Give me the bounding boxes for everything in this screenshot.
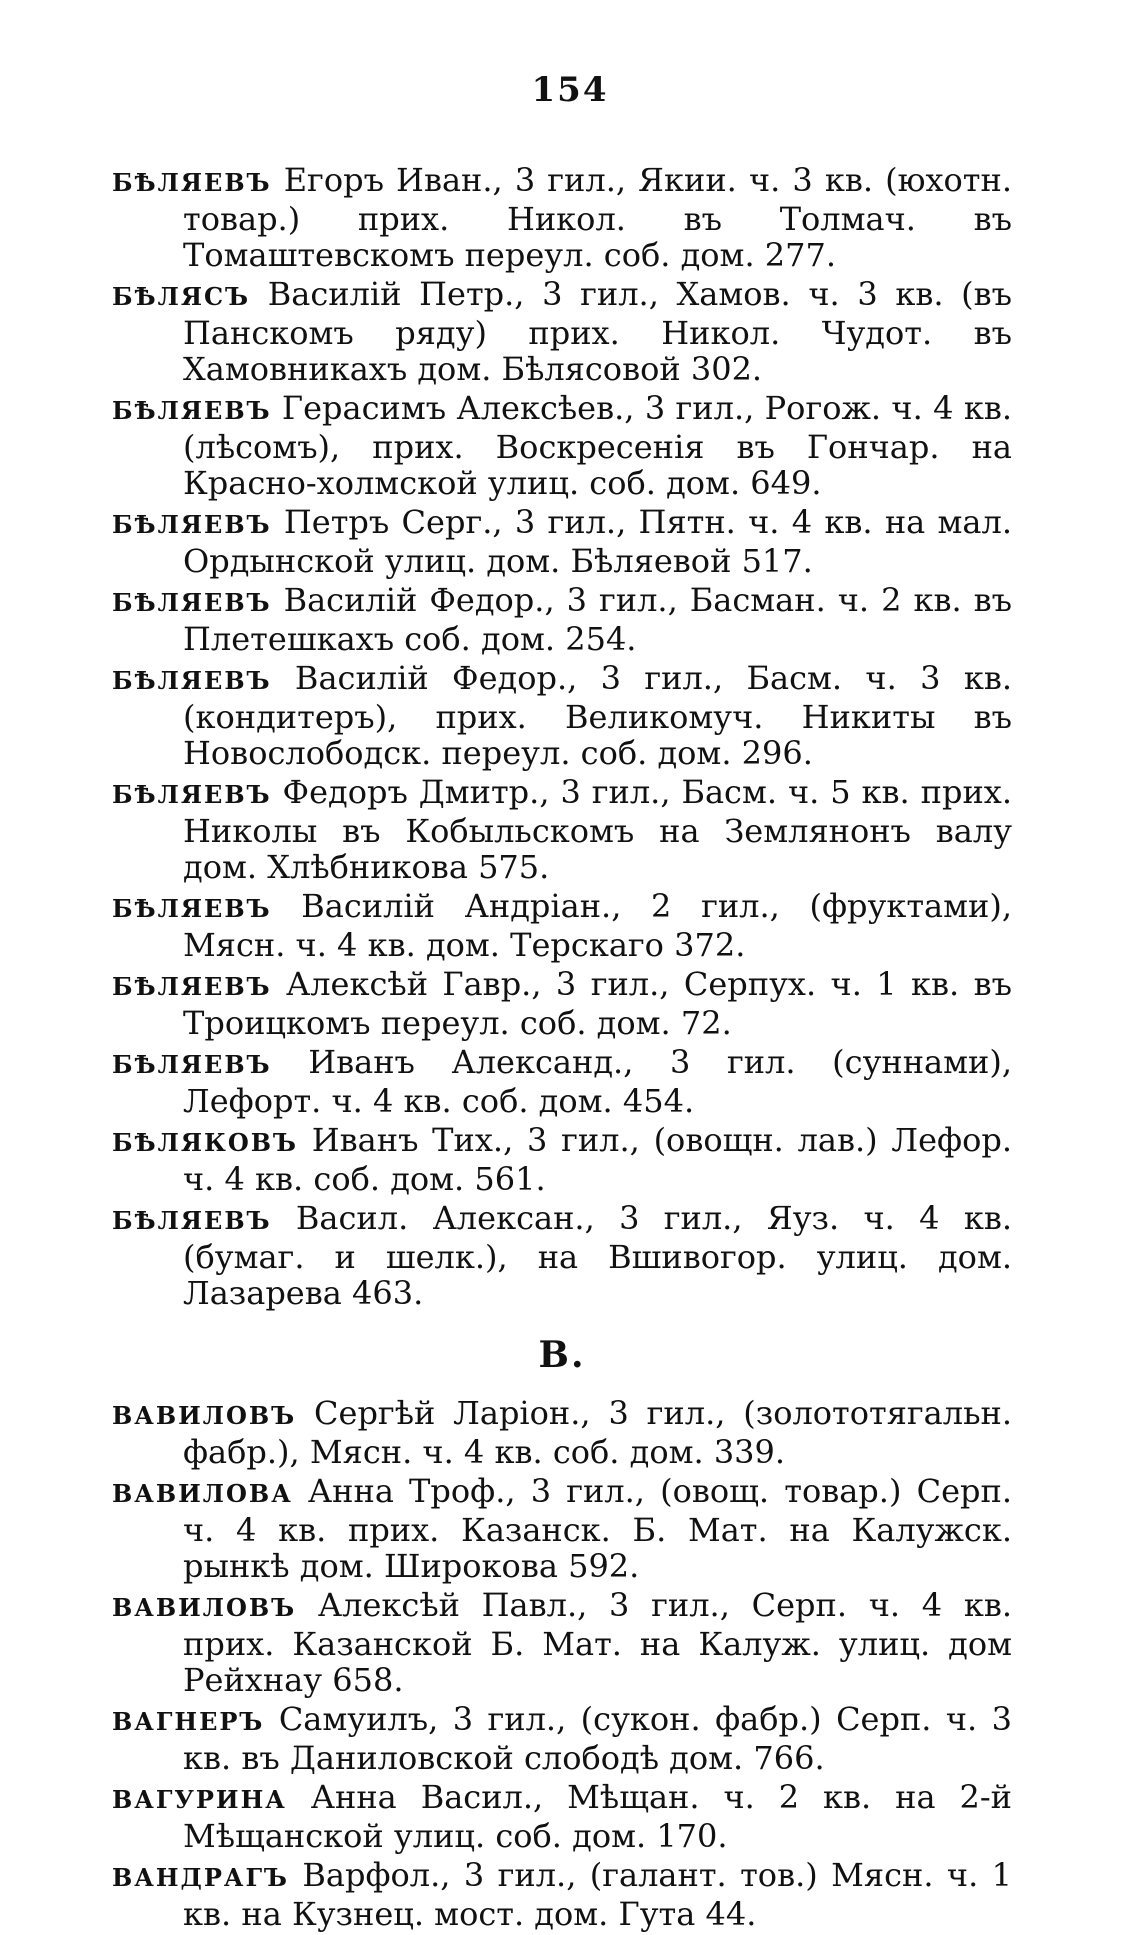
entry-text: Егоръ Иван., 3 гил., Якии. ч. 3 кв. (юхотн. товар.) прих. Никол. въ Толмач. въ Томаштевскомъ переул. соб. дом. 277. <box>183 161 1013 274</box>
entry-surname: ВАВИЛОВЪ <box>112 1593 297 1622</box>
directory-entry <box>112 162 1012 273</box>
section-v-entries <box>112 1395 1012 1932</box>
directory-entry <box>112 582 1012 657</box>
entry-text: Герасимъ Алексѣев., 3 гил., Рогож. ч. 4 кв. (лѣсомъ), прих. Воскресенія въ Гончар. на Красно-холмской улиц. соб. дом. 649. <box>183 389 1013 502</box>
section-b-entries <box>112 162 1012 1311</box>
entry-text: Федоръ Дмитр., 3 гил., Басм. ч. 5 кв. прих. Николы въ Кобыльскомъ на Землянонъ валу дом. Хлѣбникова 575. <box>183 773 1013 886</box>
entry-surname: БѢЛЯЕВЪ <box>112 666 272 695</box>
entry-text: Васил. Алексан., 3 гил., Яуз. ч. 4 кв. (бумаг. и шелк.), на Вшивогор. улиц. дом. Лазарева 463. <box>183 1199 1012 1312</box>
entry-surname: БѢЛЯЕВЪ <box>112 780 272 809</box>
entry-text: Иванъ Тих., 3 гил., (овощн. лав.) Лефор. ч. 4 кв. соб. дом. 561. <box>183 1121 1012 1198</box>
entry-surname: БѢЛЯЕВЪ <box>112 168 272 197</box>
entry-text: Анна Васил., Мѣщан. ч. 2 кв. на 2-й Мѣщанской улиц. соб. дом. 170. <box>183 1778 1013 1855</box>
entry-surname: ВАГУРИНА <box>112 1785 287 1814</box>
directory-entry <box>112 504 1012 579</box>
entry-surname: БѢЛЯЕВЪ <box>112 972 272 1001</box>
entry-surname: БѢЛЯЕВЪ <box>112 396 272 425</box>
entry-surname: БѢЛЯСЪ <box>112 282 251 311</box>
directory-entry <box>112 966 1012 1041</box>
directory-entry <box>112 1395 1012 1470</box>
directory-entry <box>112 1044 1012 1119</box>
page-number: 154 <box>531 70 609 110</box>
entry-surname: БѢЛЯЕВЪ <box>112 1206 272 1235</box>
entry-surname: ВАГНЕРЪ <box>112 1707 265 1736</box>
entry-surname: ВАНДРАГЪ <box>112 1863 289 1892</box>
entry-surname: БѢЛЯЕВЪ <box>112 510 272 539</box>
directory-entry <box>112 774 1012 885</box>
entry-text: Василій Андріан., 2 гил., (фруктами), Мясн. ч. 4 кв. дом. Терскаго 372. <box>183 887 1013 964</box>
entry-text: Василій Федор., 3 гил., Басман. ч. 2 кв. въ Плетешкахъ соб. дом. 254. <box>183 581 1013 658</box>
directory-entry <box>112 888 1012 963</box>
directory-entry <box>112 1200 1012 1311</box>
entry-surname: ВАВИЛОВА <box>112 1479 293 1508</box>
entry-text: Сергѣй Ларіон., 3 гил., (золототягальн. фабр.), Мясн. ч. 4 кв. соб. дом. 339. <box>183 1394 1012 1471</box>
entry-surname: БѢЛЯЕВЪ <box>112 1050 272 1079</box>
directory-entry <box>112 660 1012 771</box>
directory-entry <box>112 1122 1012 1197</box>
directory-entries <box>112 162 1012 1935</box>
entry-text: Алексѣй Гавр., 3 гил., Серпух. ч. 1 кв. въ Троицкомъ переул. соб. дом. 72. <box>183 965 1013 1042</box>
entry-surname: БѢЛЯКОВЪ <box>112 1128 299 1157</box>
entry-text: Василій Петр., 3 гил., Хамов. ч. 3 кв. (въ Панскомъ ряду) прих. Никол. Чудот. въ Хамовникахъ дом. Бѣлясовой 302. <box>183 275 1013 388</box>
entry-text: Анна Троф., 3 гил., (овощ. товар.) Серп. ч. 4 кв. прих. Казанск. Б. Мат. на Калужск. рынкѣ дом. Широкова 592. <box>183 1472 1012 1585</box>
directory-entry <box>112 1587 1012 1698</box>
entry-text: Петръ Серг., 3 гил., Пятн. ч. 4 кв. на мал. Ордынской улиц. дом. Бѣляевой 517. <box>183 503 1013 580</box>
entry-surname: ВАВИЛОВЪ <box>112 1401 297 1430</box>
section-heading: В. <box>538 1334 586 1376</box>
directory-entry <box>112 276 1012 387</box>
directory-entry <box>112 1857 1012 1932</box>
entry-text: Иванъ Александ., 3 гил. (суннами), Лефорт. ч. 4 кв. соб. дом. 454. <box>183 1043 1013 1120</box>
entry-text: Алексѣй Павл., 3 гил., Серп. ч. 4 кв. прих. Казанской Б. Мат. на Калуж. улиц. дом Рейхнау 658. <box>183 1586 1013 1699</box>
entry-surname: БѢЛЯЕВЪ <box>112 588 272 617</box>
directory-entry <box>112 1779 1012 1854</box>
entry-surname: БѢЛЯЕВЪ <box>112 894 272 923</box>
directory-entry <box>112 390 1012 501</box>
directory-entry <box>112 1473 1012 1584</box>
directory-entry <box>112 1701 1012 1776</box>
entry-text: Самуилъ, 3 гил., (сукон. фабр.) Серп. ч. 3 кв. въ Даниловской слободѣ дом. 766. <box>183 1700 1013 1777</box>
entry-text: Варфол., 3 гил., (галант. тов.) Мясн. ч. 1 кв. на Кузнец. мост. дом. Гута 44. <box>183 1856 1013 1933</box>
entry-text: Василій Федор., 3 гил., Басм. ч. 3 кв. (кондитеръ), прих. Великомуч. Никиты въ Новослободск. переул. соб. дом. 296. <box>183 659 1013 772</box>
